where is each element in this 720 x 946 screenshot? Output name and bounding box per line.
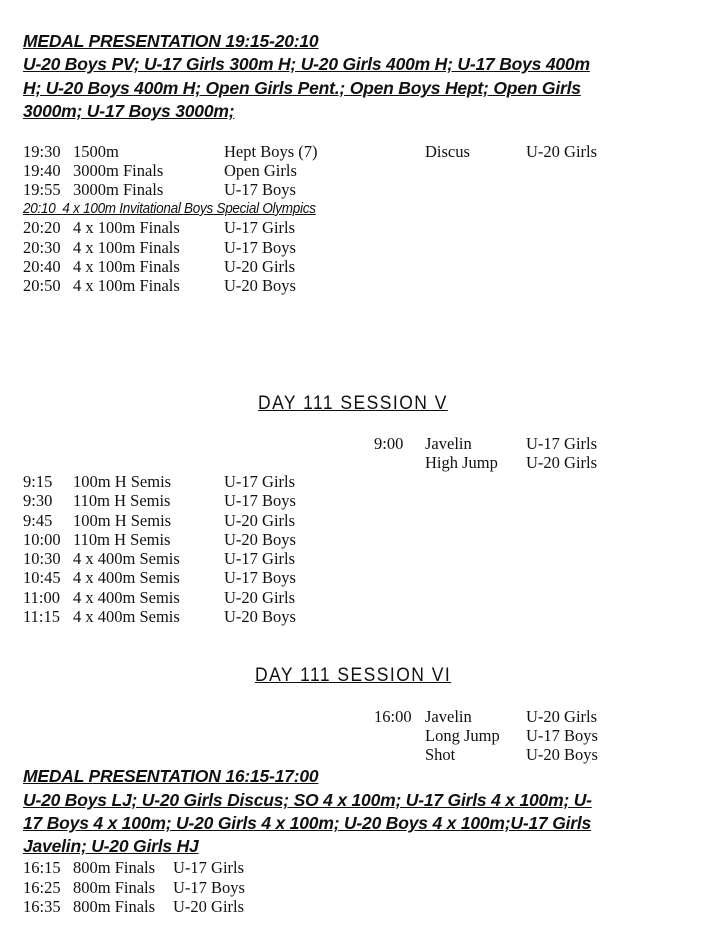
event-name: High Jump	[425, 453, 498, 472]
event-category: U-20 Girls	[224, 588, 296, 607]
event-name: 4 x 100m Finals	[73, 218, 180, 237]
event-category: U-17 Girls	[224, 472, 296, 491]
event-name: 4 x 100m Invitational Boys Special Olympics	[62, 200, 316, 217]
event-category: U-20 Boys	[224, 530, 296, 549]
event-name: Javelin	[425, 707, 472, 726]
field-event-category: U-20 Girls	[526, 142, 598, 161]
event-time: 10:30	[23, 549, 61, 568]
event-name: 4 x 400m Semis	[73, 588, 180, 607]
event-category: U-17 Boys	[224, 180, 296, 199]
event-name: Javelin	[425, 434, 472, 453]
event-category: U-17 Boys	[526, 726, 598, 745]
event-time: 20:20	[23, 218, 61, 237]
medal-presentation-line: Javelin; U-20 Girls HJ	[23, 836, 199, 856]
event-category: U-20 Girls	[224, 257, 296, 276]
event-time: 11:00	[23, 588, 60, 607]
event-time: 19:30	[23, 142, 61, 161]
event-name: 100m H Semis	[73, 511, 172, 530]
event-time: 9:30	[23, 491, 53, 510]
medal-presentation-line: 3000m; U-17 Boys 3000m;	[23, 101, 235, 121]
event-time: 16:00	[374, 707, 412, 726]
event-name: 4 x 400m Semis	[73, 568, 180, 587]
event-time: 9:45	[23, 511, 53, 530]
session-title: DAY 111 SESSION V	[258, 393, 448, 414]
event-time: 10:00	[23, 530, 61, 549]
event-name: 800m Finals	[73, 858, 156, 877]
event-category: U-20 Boys	[224, 607, 296, 626]
medal-presentation-title: MEDAL PRESENTATION 16:15-17:00	[23, 766, 319, 786]
event-time: 9:15	[23, 472, 53, 491]
event-category: U-20 Girls	[526, 453, 598, 472]
event-category: U-20 Girls	[224, 511, 296, 530]
session-title: DAY 111 SESSION VI	[255, 665, 452, 686]
medal-presentation-line: U-20 Boys LJ; U-20 Girls Discus; SO 4 x 100m; U-17 Girls 4 x 100m; U-	[23, 790, 592, 810]
event-category: U-20 Girls	[173, 897, 245, 916]
event-category: U-17 Boys	[224, 238, 296, 257]
event-time: 20:10	[23, 200, 56, 217]
event-name: Long Jump	[425, 726, 500, 745]
event-category: U-20 Boys	[224, 276, 296, 295]
event-time: 20:30	[23, 238, 61, 257]
medal-presentation-title: MEDAL PRESENTATION 19:15-20:10	[23, 31, 319, 51]
event-name: 3000m Finals	[73, 161, 164, 180]
event-name: 800m Finals	[73, 897, 156, 916]
event-category: U-17 Boys	[224, 568, 296, 587]
event-category: U-17 Boys	[224, 491, 296, 510]
event-name: 4 x 100m Finals	[73, 276, 180, 295]
event-category: U-17 Girls	[224, 218, 296, 237]
event-name: 4 x 100m Finals	[73, 257, 180, 276]
event-time: 16:25	[23, 878, 61, 897]
event-time: 11:15	[23, 607, 60, 626]
event-name: 4 x 400m Semis	[73, 549, 180, 568]
event-category: U-17 Girls	[224, 549, 296, 568]
event-time: 20:40	[23, 257, 61, 276]
event-time: 19:40	[23, 161, 61, 180]
event-category: Hept Boys (7)	[224, 142, 318, 161]
event-time: 20:50	[23, 276, 61, 295]
event-name: 800m Finals	[73, 878, 156, 897]
medal-presentation-line: 17 Boys 4 x 100m; U-20 Girls 4 x 100m; U-20 Boys 4 x 100m;U-17 Girls	[23, 813, 592, 833]
event-time: 16:15	[23, 858, 61, 877]
event-category: U-20 Girls	[526, 707, 598, 726]
event-name: 110m H Semis	[73, 491, 171, 510]
event-name: 3000m Finals	[73, 180, 164, 199]
event-name: 1500m	[73, 142, 119, 161]
event-category: Open Girls	[224, 161, 297, 180]
event-time: 10:45	[23, 568, 61, 587]
event-category: U-17 Girls	[173, 858, 245, 877]
event-time: 16:35	[23, 897, 61, 916]
medal-presentation-line: U-20 Boys PV; U-17 Girls 300m H; U-20 Girls 400m H; U-17 Boys 400m	[23, 54, 590, 74]
event-name: Shot	[425, 745, 456, 764]
event-name: 4 x 400m Semis	[73, 607, 180, 626]
event-time: 9:00	[374, 434, 404, 453]
invitational-row	[23, 200, 316, 217]
medal-presentation-line: H; U-20 Boys 400m H; Open Girls Pent.; Open Boys Hept; Open Girls	[23, 78, 581, 98]
field-event-name: Discus	[425, 142, 470, 161]
event-name: 110m H Semis	[73, 530, 171, 549]
event-name: 100m H Semis	[73, 472, 172, 491]
event-category: U-17 Boys	[173, 878, 245, 897]
event-category: U-17 Girls	[526, 434, 598, 453]
event-time: 19:55	[23, 180, 61, 199]
event-category: U-20 Boys	[526, 745, 598, 764]
event-name: 4 x 100m Finals	[73, 238, 180, 257]
